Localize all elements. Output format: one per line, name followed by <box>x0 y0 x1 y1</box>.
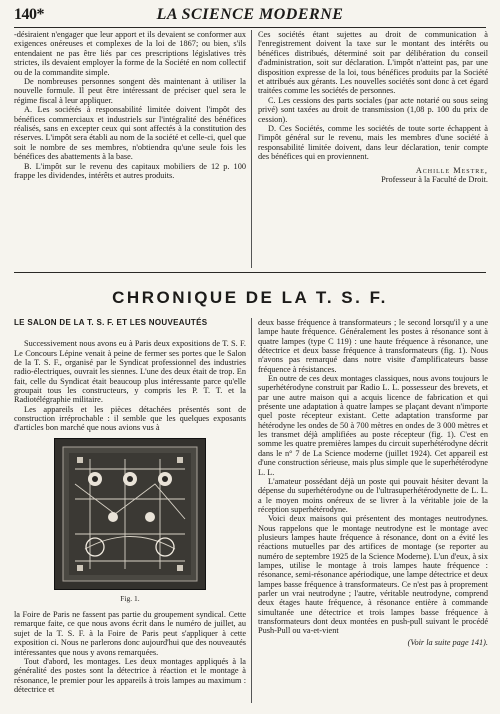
tsf-left-paragraph: Les appareils et les pièces détachées présentés sont de construction irréprochable : il semble que les quelques exposants d'articles bon marché que nous avions vus à <box>14 404 246 433</box>
column-divider <box>251 30 252 268</box>
radio-receiver-photo <box>54 438 206 590</box>
column-divider <box>251 318 252 703</box>
top-left-paragraph: -désiraient n'engager que leur apport et ils devaient se conformer aux exigences onéreuses et complexes de la loi de 1867; ou bien, s'ils entendaient ne pas être liés par ces prescriptions législatives très strictes, ils devaient employer la forme de la Société en nom collectif ou de la commandite simple. <box>14 30 246 77</box>
journal-title: LA SCIENCE MODERNE <box>156 6 344 23</box>
tsf-right-paragraph: deux basse fréquence à transformateurs ; le second lorsqu'il y a une lampe haute fréquence. Généralement les postes à résonance sont à quatre lampes (type C 119) : une haute fréquence à résonance, une détectrice et deux basse fréquence à transformateurs (fig. 1). Nous n'avons pas remarqué dans notre visite d'amplificateurs basse fréquence à résistances. <box>258 318 488 374</box>
page-number: 140* <box>14 6 44 23</box>
tsf-left-paragraph: la Foire de Paris ne fassent pas partie du groupement syndical. Cette remarque faite, ce que nous avons écrit dans le numéro de juillet, au sujet de la T. S. F. à la Foire de Paris peut s'appliquer à cette exposition ci. Nous ne parlerons donc aujourd'hui que des nouveautés intéressantes que nous y avons remarquées. <box>14 610 246 657</box>
top-right-paragraph: C. Les cessions des parts sociales (par acte notarié ou sous seing privé) sont taxées au droit de transmission (1,08 p. 100 du prix de cession). <box>258 95 488 124</box>
top-article-right-column <box>258 30 488 185</box>
author-name: Achille Mestre, <box>415 165 488 175</box>
header-rule <box>14 27 486 28</box>
tsf-left-paragraph: Tout d'abord, les montages. Les deux montages appliqués à la généralité des postes sont la détectrice à réaction et le montage à résonance, le premier pour les appareils à trois lampes au maximum : détectrice et <box>14 656 246 694</box>
section-rule <box>14 272 486 273</box>
continued-notice: (Voir la suite page 141). <box>407 637 488 647</box>
top-article-left-column <box>14 30 246 181</box>
top-left-paragraph: A. Les sociétés à responsabilité limitée doivent l'impôt des bénéfices commerciaux et industriels sur l'intégralité des bénéfices réalisés, sans en excepter ceux qui sont affectés à la constitution des réserves. L'impôt sera établi au nom de la société et celle-ci, quel que soit le nombre de ses membres, n'obtiendra qu'une seule fois les bénéfices des abattements à la base. <box>14 105 246 162</box>
tsf-right-paragraph: Voici deux maisons qui présentent des montages neutrodynes. Nous rappelons que le montage neutrodyne est le montage avec plusieurs lampes haute fréquence à résonance, dont on a évité les réactions mutuelles par des artifices de montage (se reporter au numéro de septembre 1925 de la Science Moderne). L'un d'eux, à six lampes, utilise le montage à trois lampes haute fréquence : résonance, semi-résonance apériodique, une lampe détectrice et deux lampes basse fréquence à transformateurs. Ce n'est pas à proprement parler un vrai neutrodyne ; l'autre, véritable neutrodyne, comprend deux étages haute fréquence, à résonance entière à commande simultanée une détectrice et trois lampes basse fréquence à transformateurs dont deux montées en push-pull suivant le procédé Push-Pull ou va-et-vient <box>258 514 488 636</box>
tsf-right-paragraph: L'amateur possédant déjà un poste qui pouvait hésiter devant la dépense du superhétérodyne ou de l'ultrasuperhétérodynette de L. L. a le moyen moins onéreux de se livrer à la véritable joie de la réception superhétérodyne. <box>258 476 488 514</box>
figure-caption: Fig. 1. <box>120 593 140 603</box>
top-right-paragraph: D. Ces Sociétés, comme les sociétés de toute sorte échappent à l'impôt général sur le revenu, mais les membres d'une société à responsabilité limitée doivent, dans leur déclaration, tenir compte des bénéfices qui en proviennent. <box>258 124 488 162</box>
top-right-paragraph: Ces sociétés étant sujettes au droit de communication à l'enregistrement doivent la taxe sur le montant des intérêts ou bénéfices distribués, déterminé soit par délibération du conseil d'administration, soit sur déclaration. L'impôt n'atteint pas, par une disposition expresse de la loi, tous bénéfices produits par la Société et attribués aux gérants. Les nouvelles sociétés sont donc à cet égard traitées comme les sociétés de personnes. <box>258 30 488 96</box>
running-header <box>14 6 486 24</box>
radio-receiver-drawing <box>55 439 205 589</box>
top-left-paragraph: De nombreuses personnes songent dès maintenant à utiliser la nouvelle formule. Il peut être intéressant de préciser quel sera le régime fiscal à leur appliquer. <box>14 77 246 105</box>
chronique-title: CHRONIQUE DE LA T. S. F. <box>112 288 388 307</box>
article-heading: LE SALON DE LA T. S. F. ET LES NOUVEAUTÉS <box>14 318 208 327</box>
tsf-left-column <box>14 318 246 694</box>
top-left-paragraph: B. L'impôt sur le revenu des capitaux mobiliers de 12 p. 100 frappe les dividendes, intérêts et autres produits. <box>14 161 246 181</box>
author-title: Professeur à la Faculté de Droit. <box>381 175 488 185</box>
tsf-right-paragraph: En outre de ces deux montages classiques, nous avons toujours le superhétérodyne construit par Radio L. L. possesseur des brevets, et par une autre maison qui a acquis licence de fabrication et qui présente une adaptation à quatre lampes se plaçant devant n'importe quel poste récepteur existant. Cette adaptation transforme par hétérodyne les ondes de 50 à 700 mètres en ondes de 3 000 mètres et les transmet déjà amplifiées au poste récepteur (fig. 1). C'est en somme les quatre premières lampes du circuit superhétérodyne décrit dans le n° 7 de La Science moderne (juillet 1924). Cet appareil est d'une construction sérieuse, mais plus simple que le superhétérodyne L. L. <box>258 374 488 477</box>
tsf-left-paragraph: Successivement nous avons eu à Paris deux expositions de T. S. F. Le Concours Lépine venait à peine de fermer ses portes que le Salon de la T. S. F., organisé par le Syndicat professionnel des industries radio-électriques, ouvrait les siennes. L'une des deux était de trop. En fait, celle du Syndicat était beaucoup plus intéressante parce qu'elle groupait tous les constructeurs, y compris les P. T. T. et la Radiotélégraphie militaire. <box>14 339 246 405</box>
tsf-right-column <box>258 318 488 647</box>
